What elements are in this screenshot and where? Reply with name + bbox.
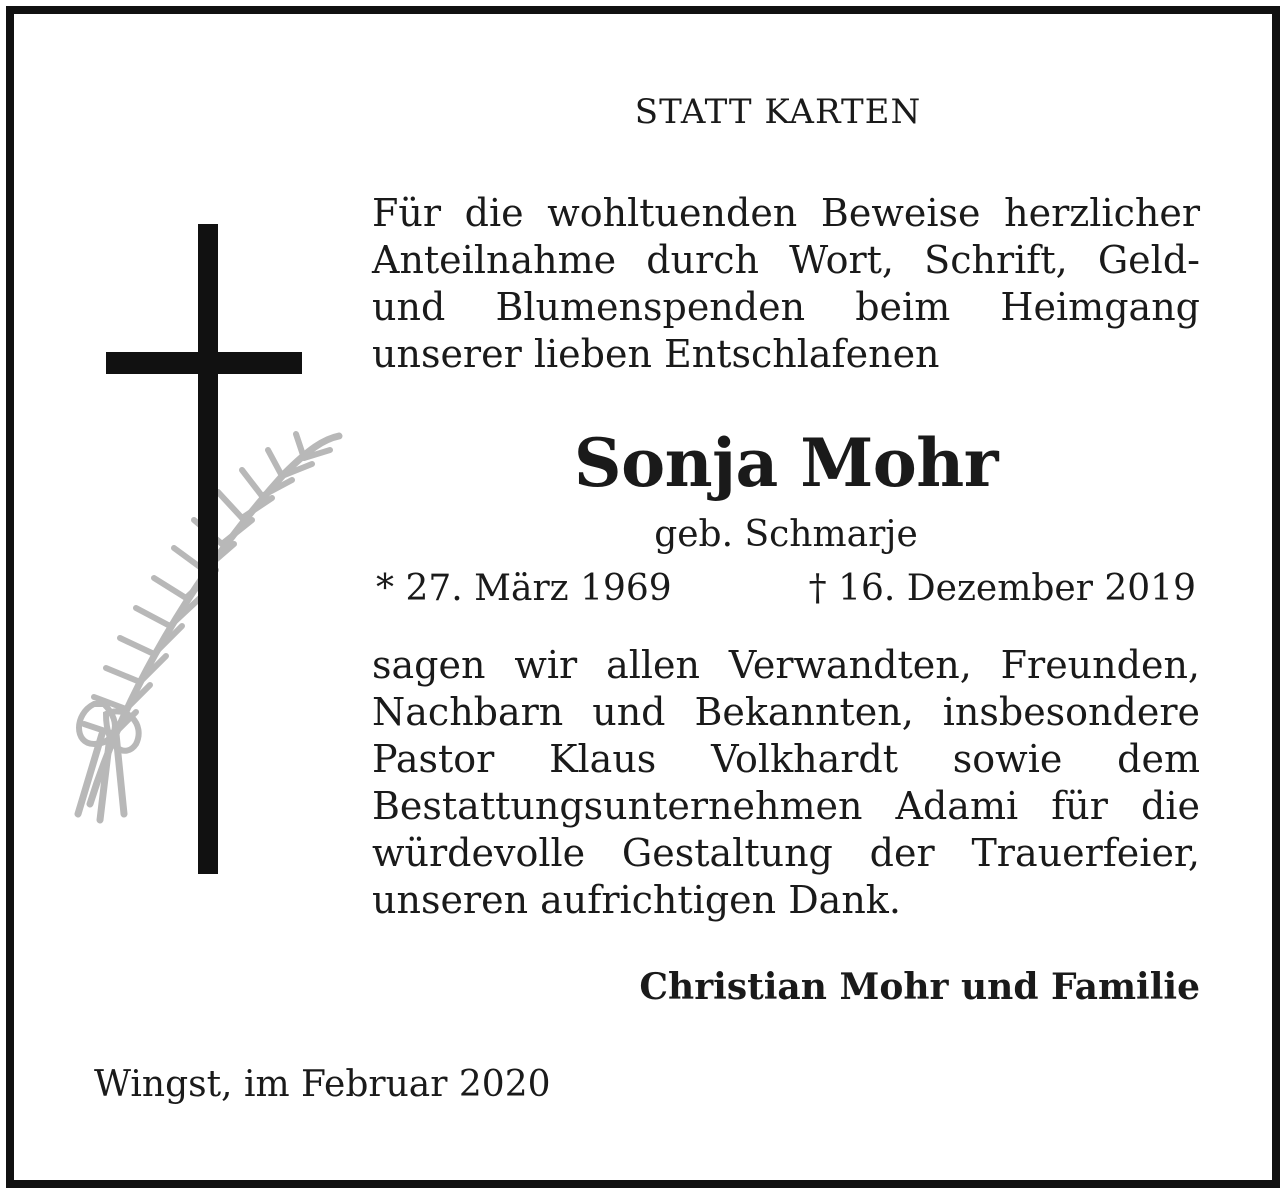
cross-icon [106,224,302,874]
cross-with-palm-illustration [54,214,374,894]
signature: Christian Mohr und Familie [639,966,1200,1008]
notice-frame [6,6,1280,1188]
notice-header: STATT KARTEN [634,92,922,132]
life-dates [376,568,1196,609]
death-date: † 16. Dezember 2019 [808,568,1196,609]
thanks-paragraph: sagen wir allen Verwandten, Freunden, Nachbarn und Bekannten, insbesondere Pastor Klaus Volkhardt sowie dem Bestattungsunternehmen Adami für die würdevolle Gestaltung der Trauerfeier, unseren aufrichtigen Dank. [372,643,1200,922]
place-and-date: Wingst, im Februar 2020 [94,1064,551,1105]
intro-paragraph: Für die wohltuenden Beweise herzlicher Anteilnahme durch Wort, Schrift, Geld- und Blumenspenden beim Heimgang unserer lieben Entschlafenen [372,191,1200,376]
birth-date: * 27. März 1969 [376,568,672,609]
maiden-name: geb. Schmarje [654,514,918,555]
deceased-name: Sonja Mohr [573,424,999,502]
